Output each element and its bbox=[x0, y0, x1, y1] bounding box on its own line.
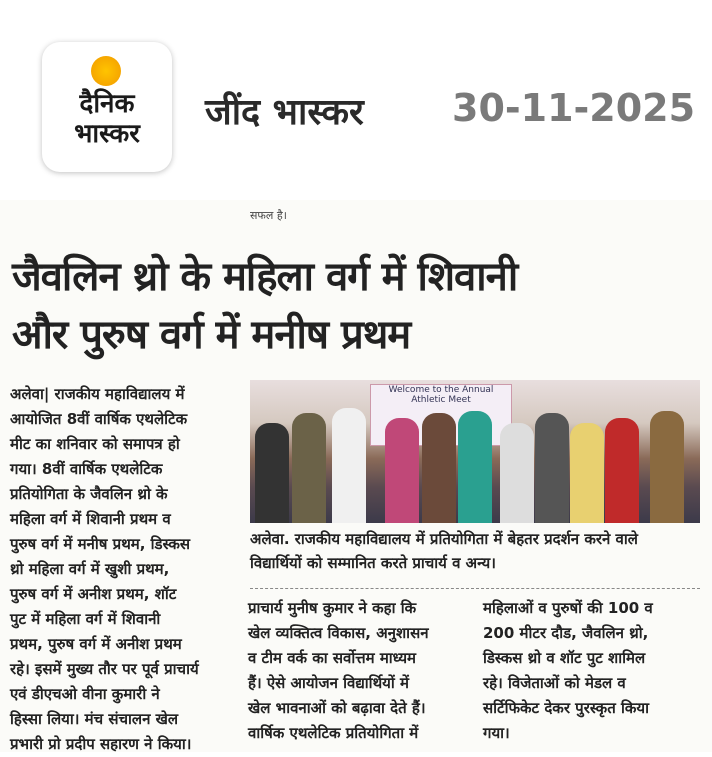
article-line: आयोजित 8वीं वार्षिक एथलेटिक bbox=[10, 410, 188, 428]
article-column-1 bbox=[10, 382, 242, 757]
article-line: पुट में महिला वर्ग में शिवानी bbox=[10, 610, 161, 628]
article-line: प्रथम, पुरुष वर्ग में अनीश प्रथम bbox=[10, 635, 182, 653]
sun-icon bbox=[91, 56, 121, 86]
caption-line: विद्यार्थियों को सम्मानित करते प्राचार्य व अन्य। bbox=[250, 554, 496, 572]
event-photo bbox=[250, 380, 700, 523]
article-line: प्रतियोगिता के जैवलिन थ्रो के bbox=[10, 485, 168, 503]
headline-line: जैवलिन थ्रो के महिला वर्ग में शिवानी bbox=[12, 254, 518, 300]
headline-line: और पुरुष वर्ग में मनीष प्रथम bbox=[12, 312, 411, 358]
article-line: अलेवा| राजकीय महाविद्यालय में bbox=[10, 385, 185, 403]
article-line: वार्षिक एथलेटिक प्रतियोगिता में bbox=[248, 724, 419, 742]
photo-caption bbox=[250, 527, 700, 575]
article-line: थ्रो महिला वर्ग में खुशी प्रथम, bbox=[10, 560, 170, 578]
logo-line-2: भास्कर bbox=[74, 119, 140, 149]
divider bbox=[250, 588, 700, 589]
article-line: महिलाओं व पुरुषों की 100 व bbox=[483, 599, 653, 617]
article-column-2 bbox=[248, 596, 470, 746]
article-line: प्राचार्य मुनीष कुमार ने कहा कि bbox=[248, 599, 417, 617]
article-line: गया। bbox=[483, 724, 510, 742]
photo-banner: Welcome to the Annual Athletic Meet bbox=[370, 384, 512, 446]
article-line: व टीम वर्क का सर्वोत्तम माध्यम bbox=[248, 649, 416, 667]
dainik-bhaskar-logo bbox=[42, 42, 172, 172]
article-line: रहे। इसमें मुख्य तौर पर पूर्व प्राचार्य bbox=[10, 660, 199, 678]
article-line: 200 मीटर दौड, जैवलिन थ्रो, bbox=[483, 624, 649, 642]
article-line: खेल भावनाओं को बढ़ावा देते हैं। bbox=[248, 699, 426, 717]
logo-line-1: दैनिक bbox=[79, 89, 135, 119]
edition-date: 30-11-2025 bbox=[452, 86, 696, 130]
article-line: सर्टिफिकेट देकर पुरस्कृत किया bbox=[483, 699, 649, 717]
article-line: मीट का शनिवार को समापत्र हो bbox=[10, 435, 180, 453]
caption-line: अलेवा. राजकीय महाविद्यालय में प्रतियोगिता में बेहतर प्रदर्शन करने वाले bbox=[250, 530, 638, 548]
article-line: एवं डीएचओ वीना कुमारी ने bbox=[10, 685, 160, 703]
article-line: रहे। विजेताओं को मेडल व bbox=[483, 674, 626, 692]
article-line: प्रभारी प्रो प्रदीप सहारण ने किया। bbox=[10, 735, 192, 753]
article-line: पुरुष वर्ग में मनीष प्रथम, डिस्कस bbox=[10, 535, 191, 553]
headline bbox=[12, 248, 517, 364]
article-line: महिला वर्ग में शिवानी प्रथम व bbox=[10, 510, 171, 528]
article-line: डिस्कस थ्रो व शॉट पुट शामिल bbox=[483, 649, 646, 667]
edition-title: जींद भास्कर bbox=[205, 92, 364, 133]
article-line: खेल व्यक्तित्व विकास, अनुशासन bbox=[248, 624, 429, 642]
article-line: गया। 8वीं वार्षिक एथलेटिक bbox=[10, 460, 163, 478]
article-column-3 bbox=[483, 596, 705, 746]
article-line: हिस्सा लिया। मंच संचालन खेल bbox=[10, 710, 179, 728]
article-line: हैं। ऐसे आयोजन विद्यार्थियों में bbox=[248, 674, 409, 692]
previous-article-fragment: सफल है। bbox=[250, 209, 287, 222]
article-line: पुरुष वर्ग में अनीश प्रथम, शॉट bbox=[10, 585, 177, 603]
